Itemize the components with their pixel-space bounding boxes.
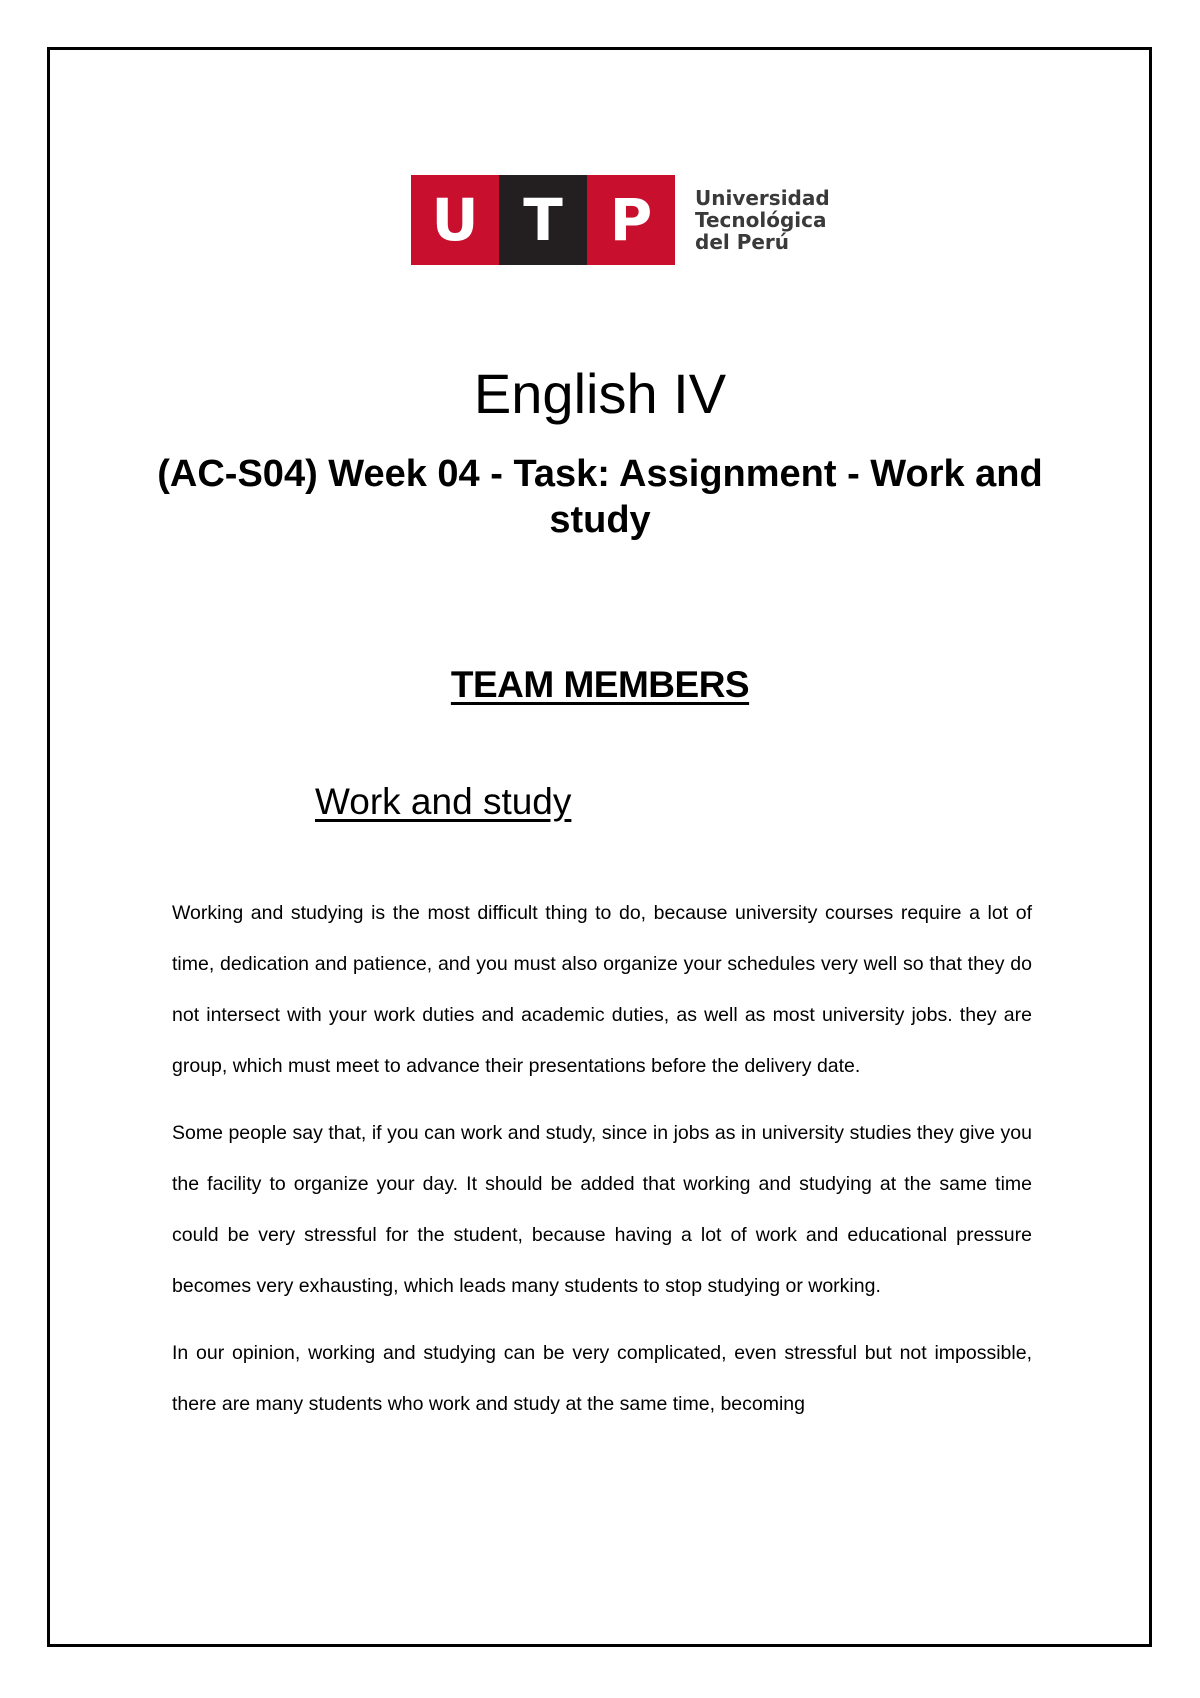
logo-name-line: Universidad xyxy=(695,186,830,210)
logo-name-line: del Perú xyxy=(695,230,790,254)
task-title: (AC-S04) Week 04 - Task: Assignment - Work and study xyxy=(157,453,1043,541)
logo-letter-p: P xyxy=(587,175,675,265)
essay-body xyxy=(172,888,1032,1446)
logo-university-name xyxy=(695,187,830,253)
section-heading: Work and study xyxy=(315,781,572,822)
course-title: English IV xyxy=(473,362,727,425)
logo-letter-u: U xyxy=(411,175,499,265)
logo-name-line: Tecnológica xyxy=(695,208,827,232)
paragraph: In our opinion, working and studying can be very complicated, even stressful but not impossible, there are many students who work and study at the same time, becoming xyxy=(172,1342,1032,1415)
utp-logo xyxy=(411,175,830,265)
team-members-heading: TEAM MEMBERS xyxy=(450,664,750,705)
paragraph: Working and studying is the most difficult thing to do, because university courses require a lot of time, dedication and patience, and you must also organize your schedules very well so that they do not intersect with your work duties and academic duties, as well as most university jobs. they are group, which must meet to advance their presentations before the delivery date. xyxy=(172,902,1032,1077)
paragraph: Some people say that, if you can work and study, since in jobs as in university studies they give you the facility to organize your day. It should be added that working and studying at the same time could be very stressful for the student, because having a lot of work and educational pressure becomes very exhausting, which leads many students to stop studying or working. xyxy=(172,1122,1032,1297)
logo-letter-t: T xyxy=(499,175,587,265)
